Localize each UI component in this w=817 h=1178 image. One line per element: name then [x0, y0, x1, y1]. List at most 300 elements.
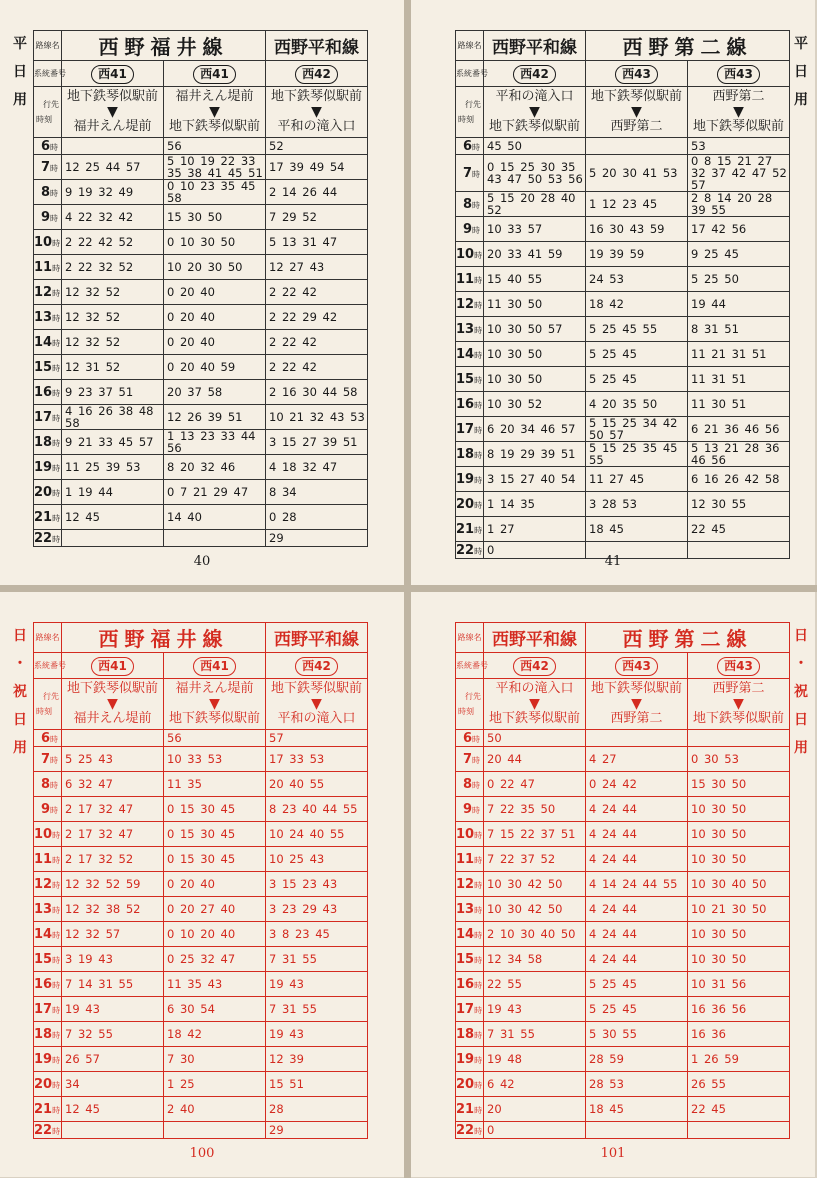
system-number-cell	[586, 61, 688, 87]
from-stop: 西野第二	[712, 681, 765, 696]
hour-cell	[456, 138, 484, 155]
hour-number: 13	[34, 309, 53, 325]
minutes-cell: 8 19 29 39 51	[484, 442, 586, 467]
hour-cell	[456, 822, 484, 847]
minutes-cell: 1 12 23 45	[586, 192, 688, 217]
hour-cell	[34, 230, 62, 255]
hour-cell	[34, 480, 62, 505]
system-number-cell	[164, 653, 266, 679]
minutes-cell: 12 45	[62, 505, 164, 530]
minutes-cell: 56	[164, 138, 266, 155]
down-arrow-icon: ▼	[733, 696, 744, 712]
minutes-cell: 29	[266, 530, 368, 547]
hour-cell	[456, 242, 484, 267]
hour-cell	[456, 1122, 484, 1139]
to-stop: 福井えん堤前	[73, 711, 152, 726]
minutes-cell: 20 40 55	[266, 772, 368, 797]
hour-number: 12	[456, 296, 475, 312]
dest-label: 行先	[465, 100, 481, 109]
hour-cell	[456, 417, 484, 442]
system-badge: 西42	[295, 65, 338, 84]
hour-cell	[34, 505, 62, 530]
hour-suffix: 時	[52, 413, 61, 423]
hour-row	[34, 922, 368, 947]
minutes-cell: 4 24 44	[586, 822, 688, 847]
minutes-cell: 12 26 39 51	[164, 405, 266, 430]
destination-row	[456, 87, 790, 138]
route-name: 西野平和線	[266, 31, 368, 61]
hour-suffix: 時	[474, 475, 483, 485]
hour-number: 19	[456, 1051, 475, 1067]
hour-cell	[34, 405, 62, 430]
hour-number: 10	[34, 234, 53, 250]
down-arrow-icon: ▼	[631, 104, 642, 120]
hour-row	[456, 872, 790, 897]
hour-number: 22	[34, 1122, 53, 1138]
hour-number: 15	[34, 359, 53, 375]
hour-cell	[34, 897, 62, 922]
minutes-cell: 7 31 55	[484, 1022, 586, 1047]
to-stop: 西野第二	[610, 119, 663, 134]
minutes-cell: 26 55	[688, 1072, 790, 1097]
minutes-cell: 6 21 36 46 56	[688, 417, 790, 442]
minutes-cell: 10 30 42 50	[484, 897, 586, 922]
minutes-cell: 1 26 59	[688, 1047, 790, 1072]
hour-cell	[34, 1122, 62, 1139]
minutes-cell: 1 13 23 33 44 56	[164, 430, 266, 455]
down-arrow-icon: ▼	[529, 696, 540, 712]
destination-cell	[266, 679, 368, 730]
from-stop: 福井えん堤前	[175, 89, 254, 104]
hour-cell	[456, 1022, 484, 1047]
hour-suffix: 時	[50, 805, 58, 815]
hour-suffix: 時	[52, 1126, 61, 1136]
hour-cell	[34, 155, 62, 180]
hour-number: 18	[456, 446, 475, 462]
minutes-cell: 28 59	[586, 1047, 688, 1072]
minutes-cell: 11 35 43	[164, 972, 266, 997]
minutes-cell: 19 43	[62, 997, 164, 1022]
minutes-cell: 50	[484, 730, 586, 747]
page-divider	[0, 585, 817, 592]
side-label-weekday: 平 日 用	[794, 36, 808, 108]
hour-suffix: 時	[474, 425, 483, 435]
minutes-cell: 7 22 37 52	[484, 847, 586, 872]
minutes-cell: 7 31 55	[266, 947, 368, 972]
hour-row	[456, 367, 790, 392]
hour-suffix: 時	[474, 375, 483, 385]
timetable	[33, 622, 368, 1139]
hour-suffix: 時	[474, 1080, 483, 1090]
hour-row	[34, 405, 368, 430]
minutes-cell: 11 27 45	[586, 467, 688, 492]
hour-suffix: 時	[52, 880, 61, 890]
hour-row	[34, 730, 368, 747]
minutes-cell: 0 20 40	[164, 872, 266, 897]
hour-number: 13	[456, 321, 475, 337]
timetable	[33, 30, 368, 547]
destination-cell	[484, 87, 586, 138]
hour-row	[34, 822, 368, 847]
minutes-cell: 10 30 50	[688, 847, 790, 872]
hour-number: 9	[40, 801, 50, 817]
minutes-cell: 28	[266, 1097, 368, 1122]
hour-number: 19	[34, 459, 53, 475]
hour-row	[456, 1047, 790, 1072]
hour-cell	[456, 772, 484, 797]
minutes-cell: 2 14 26 44	[266, 180, 368, 205]
system-number-cell	[266, 61, 368, 87]
hour-number: 16	[456, 976, 475, 992]
hour-suffix: 時	[474, 1005, 483, 1015]
minutes-cell: 0 20 40 59	[164, 355, 266, 380]
system-badge: 西43	[615, 65, 658, 84]
hour-number: 18	[34, 1026, 53, 1042]
minutes-cell	[62, 530, 164, 547]
hour-suffix: 時	[52, 363, 61, 373]
minutes-cell: 4 20 35 50	[586, 392, 688, 417]
hour-suffix: 時	[472, 169, 480, 179]
minutes-cell: 2 22 42	[266, 280, 368, 305]
minutes-cell: 0 20 40	[164, 305, 266, 330]
hour-suffix: 時	[52, 955, 61, 965]
minutes-cell: 5 25 45	[586, 342, 688, 367]
route-label: 路線名	[34, 31, 62, 61]
hour-number: 17	[456, 1001, 475, 1017]
hour-number: 15	[34, 951, 53, 967]
hour-suffix: 時	[474, 980, 483, 990]
hour-suffix: 時	[50, 142, 58, 152]
hour-cell	[456, 267, 484, 292]
minutes-cell: 0 10 30 50	[164, 230, 266, 255]
minutes-cell: 26 57	[62, 1047, 164, 1072]
hour-number: 8	[40, 776, 50, 792]
minutes-cell: 8 20 32 46	[164, 455, 266, 480]
hour-number: 8	[462, 196, 472, 212]
minutes-cell: 12 32 52	[62, 280, 164, 305]
hour-number: 16	[456, 396, 475, 412]
minutes-cell: 7 29 52	[266, 205, 368, 230]
hour-suffix: 時	[50, 734, 58, 744]
minutes-cell: 4 24 44	[586, 947, 688, 972]
minutes-cell: 22 55	[484, 972, 586, 997]
minutes-cell: 57	[266, 730, 368, 747]
hour-cell	[456, 217, 484, 242]
minutes-cell: 2 10 30 40 50	[484, 922, 586, 947]
hour-row	[456, 467, 790, 492]
minutes-cell: 10 30 50	[484, 367, 586, 392]
hour-suffix: 時	[52, 288, 61, 298]
minutes-cell: 0 20 40	[164, 280, 266, 305]
minutes-cell: 9 25 45	[688, 242, 790, 267]
hour-suffix: 時	[52, 513, 61, 523]
hour-cell	[456, 517, 484, 542]
hour-suffix: 時	[474, 930, 483, 940]
hour-row	[34, 180, 368, 205]
hour-suffix: 時	[472, 142, 480, 152]
minutes-cell: 11 30 50	[484, 292, 586, 317]
hour-number: 12	[34, 284, 53, 300]
hour-suffix: 時	[474, 1126, 483, 1136]
hour-number: 11	[34, 851, 53, 867]
minutes-cell: 2 17 32 47	[62, 822, 164, 847]
minutes-cell: 12 32 52	[62, 330, 164, 355]
time-label: 時刻	[458, 707, 474, 716]
hour-suffix: 時	[474, 400, 483, 410]
hour-cell	[34, 430, 62, 455]
down-arrow-icon: ▼	[311, 696, 322, 712]
minutes-cell: 7 32 55	[62, 1022, 164, 1047]
destination-cell	[62, 679, 164, 730]
hour-suffix: 時	[472, 734, 480, 744]
down-arrow-icon: ▼	[631, 696, 642, 712]
hour-cell	[456, 922, 484, 947]
hour-suffix: 時	[52, 438, 61, 448]
hour-cell	[34, 1022, 62, 1047]
minutes-cell: 8 31 51	[688, 317, 790, 342]
route-name: 西野平和線	[484, 31, 586, 61]
minutes-cell	[586, 1122, 688, 1139]
minutes-cell: 0 8 15 21 27 32 37 42 47 52 57	[688, 155, 790, 192]
to-stop: 地下鉄琴似駅前	[488, 711, 580, 726]
minutes-cell: 4 14 24 44 55	[586, 872, 688, 897]
system-badge: 西43	[615, 657, 658, 676]
minutes-cell: 3 19 43	[62, 947, 164, 972]
minutes-cell: 0	[484, 542, 586, 559]
dest-time-label	[456, 679, 484, 730]
minutes-cell: 20 33 41 59	[484, 242, 586, 267]
route-name: 西野福井線	[62, 623, 266, 653]
hour-number: 6	[40, 138, 50, 154]
from-stop: 平和の滝入口	[495, 681, 574, 696]
hour-cell	[456, 947, 484, 972]
minutes-cell: 16 36	[688, 1022, 790, 1047]
destination-row	[456, 679, 790, 730]
minutes-cell: 1 25	[164, 1072, 266, 1097]
hour-suffix: 時	[474, 1105, 483, 1115]
hour-cell	[34, 205, 62, 230]
hour-cell	[34, 1047, 62, 1072]
page-number: 40	[193, 554, 211, 569]
hour-cell	[456, 797, 484, 822]
minutes-cell: 0 15 25 30 35 43 47 50 53 56	[484, 155, 586, 192]
hour-suffix: 時	[52, 830, 61, 840]
hour-number: 7	[40, 159, 50, 175]
hour-row	[34, 355, 368, 380]
hour-row	[34, 138, 368, 155]
hour-suffix: 時	[52, 263, 61, 273]
destination-cell	[266, 87, 368, 138]
hour-row	[456, 517, 790, 542]
minutes-cell: 6 32 47	[62, 772, 164, 797]
route-name: 西野平和線	[266, 623, 368, 653]
to-stop: 地下鉄琴似駅前	[692, 119, 784, 134]
hour-cell	[456, 1072, 484, 1097]
minutes-cell: 4 24 44	[586, 922, 688, 947]
down-arrow-icon: ▼	[733, 104, 744, 120]
hour-cell	[34, 947, 62, 972]
hour-number: 19	[456, 471, 475, 487]
hour-cell	[34, 772, 62, 797]
hour-row	[456, 1022, 790, 1047]
minutes-cell	[164, 1122, 266, 1139]
minutes-cell: 18 42	[586, 292, 688, 317]
hour-row	[456, 772, 790, 797]
hour-row	[34, 1047, 368, 1072]
minutes-cell: 14 40	[164, 505, 266, 530]
system-number-row	[34, 61, 368, 87]
route-label: 路線名	[34, 623, 62, 653]
minutes-cell: 17 42 56	[688, 217, 790, 242]
minutes-cell: 9 19 32 49	[62, 180, 164, 205]
timetable-page-41	[411, 0, 815, 585]
minutes-cell: 3 15 27 40 54	[484, 467, 586, 492]
hour-suffix: 時	[52, 930, 61, 940]
minutes-cell: 10 25 43	[266, 847, 368, 872]
hour-row	[34, 455, 368, 480]
hour-cell	[456, 317, 484, 342]
hour-number: 12	[456, 876, 475, 892]
hour-suffix: 時	[52, 488, 61, 498]
minutes-cell: 10 30 50 57	[484, 317, 586, 342]
hour-row	[34, 1022, 368, 1047]
hour-suffix: 時	[474, 500, 483, 510]
destination-cell	[164, 679, 266, 730]
minutes-cell: 2 22 42	[266, 330, 368, 355]
timetable-page-100	[0, 592, 404, 1177]
down-arrow-icon: ▼	[209, 104, 220, 120]
minutes-cell: 34	[62, 1072, 164, 1097]
minutes-cell	[62, 1122, 164, 1139]
destination-cell	[688, 87, 790, 138]
hour-suffix: 時	[472, 805, 480, 815]
side-label-holiday: 日 ・ 祝 日 用	[13, 628, 27, 756]
system-badge: 西41	[193, 657, 236, 676]
minutes-cell: 28 53	[586, 1072, 688, 1097]
minutes-cell: 5 13 21 28 36 46 56	[688, 442, 790, 467]
minutes-cell: 9 21 33 45 57	[62, 430, 164, 455]
hour-cell	[34, 1072, 62, 1097]
minutes-cell	[586, 138, 688, 155]
hour-number: 9	[462, 801, 472, 817]
system-label: 系統番号	[456, 653, 484, 679]
hour-row	[456, 897, 790, 922]
hour-number: 21	[34, 509, 53, 525]
minutes-cell: 0 28	[266, 505, 368, 530]
system-number-cell	[484, 653, 586, 679]
to-stop: 地下鉄琴似駅前	[168, 711, 260, 726]
hour-cell	[34, 138, 62, 155]
minutes-cell: 10 20 30 50	[164, 255, 266, 280]
hour-cell	[456, 467, 484, 492]
minutes-cell: 29	[266, 1122, 368, 1139]
hour-suffix: 時	[474, 325, 483, 335]
route-header-row	[34, 623, 368, 653]
hour-cell	[34, 822, 62, 847]
minutes-cell: 12 32 57	[62, 922, 164, 947]
minutes-cell: 10 24 40 55	[266, 822, 368, 847]
time-label: 時刻	[36, 707, 52, 716]
route-label: 路線名	[456, 623, 484, 653]
hour-number: 10	[34, 826, 53, 842]
down-arrow-icon: ▼	[107, 104, 118, 120]
system-badge: 西41	[193, 65, 236, 84]
system-number-cell	[62, 61, 164, 87]
hour-cell	[456, 997, 484, 1022]
hour-number: 22	[34, 530, 53, 546]
hour-number: 11	[456, 271, 475, 287]
hour-cell	[34, 730, 62, 747]
minutes-cell: 12 32 38 52	[62, 897, 164, 922]
hour-suffix: 時	[52, 238, 61, 248]
minutes-cell: 18 42	[164, 1022, 266, 1047]
hour-row	[34, 872, 368, 897]
minutes-cell: 16 36 56	[688, 997, 790, 1022]
hour-suffix: 時	[50, 188, 58, 198]
system-number-cell	[688, 61, 790, 87]
hour-row	[456, 1072, 790, 1097]
minutes-cell	[586, 730, 688, 747]
hour-number: 12	[34, 876, 53, 892]
hour-cell	[456, 155, 484, 192]
hour-row	[456, 997, 790, 1022]
hour-suffix: 時	[474, 350, 483, 360]
route-name: 西野第二線	[586, 623, 790, 653]
down-arrow-icon: ▼	[107, 696, 118, 712]
hour-cell	[34, 797, 62, 822]
minutes-cell: 8 34	[266, 480, 368, 505]
hour-row	[34, 505, 368, 530]
dest-label: 行先	[465, 692, 481, 701]
side-label-weekday: 平 日 用	[13, 36, 27, 108]
system-badge: 西43	[717, 65, 760, 84]
minutes-cell: 10 33 57	[484, 217, 586, 242]
hour-cell	[34, 847, 62, 872]
minutes-cell: 5 25 45 55	[586, 317, 688, 342]
minutes-cell: 0 22 47	[484, 772, 586, 797]
hour-cell	[456, 847, 484, 872]
minutes-cell: 0	[484, 1122, 586, 1139]
hour-suffix: 時	[474, 905, 483, 915]
hour-number: 17	[456, 421, 475, 437]
hour-row	[34, 897, 368, 922]
minutes-cell: 56	[164, 730, 266, 747]
hour-cell	[456, 192, 484, 217]
hour-cell	[34, 180, 62, 205]
minutes-cell: 2 17 32 52	[62, 847, 164, 872]
hour-row	[456, 797, 790, 822]
minutes-cell: 2 40	[164, 1097, 266, 1122]
hour-suffix: 時	[474, 546, 483, 556]
minutes-cell: 10 30 40 50	[688, 872, 790, 897]
minutes-cell: 10 30 50	[688, 797, 790, 822]
minutes-cell: 4 24 44	[586, 847, 688, 872]
hour-row	[34, 997, 368, 1022]
minutes-cell: 7 31 55	[266, 997, 368, 1022]
hour-suffix: 時	[474, 450, 483, 460]
destination-cell	[62, 87, 164, 138]
timetable	[455, 622, 790, 1139]
minutes-cell: 4 18 32 47	[266, 455, 368, 480]
minutes-cell: 1 19 44	[62, 480, 164, 505]
to-stop: 地下鉄琴似駅前	[168, 119, 260, 134]
hour-number: 20	[34, 1076, 53, 1092]
hour-cell	[456, 292, 484, 317]
hour-suffix: 時	[474, 300, 483, 310]
timetable-page-40	[0, 0, 404, 585]
hour-cell	[34, 972, 62, 997]
system-label: 系統番号	[34, 61, 62, 87]
